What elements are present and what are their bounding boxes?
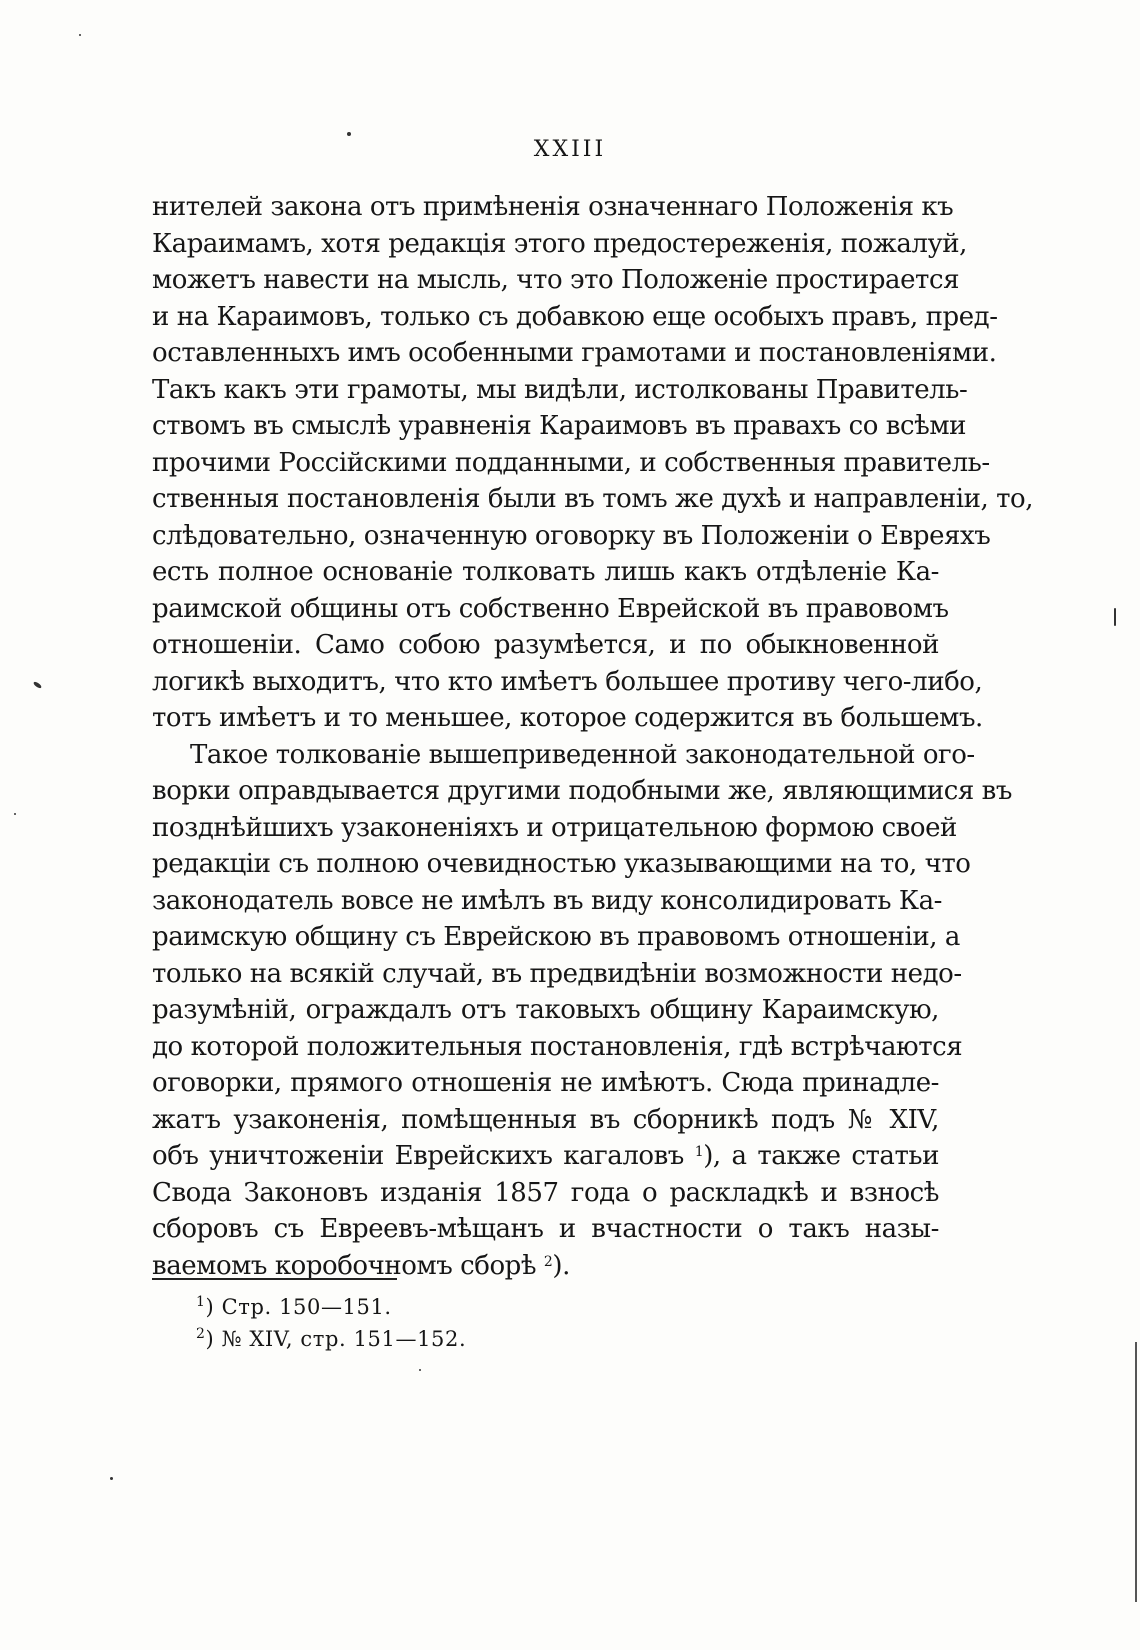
text-segment: ), а также статьи bbox=[703, 1141, 939, 1171]
text-line: нителей закона отъ примѣненія означеннаго Положенія къ bbox=[152, 192, 954, 222]
text-line: есть полное основаніе толковать лишь какъ отдѣленіе Ка- bbox=[152, 557, 939, 587]
footnote bbox=[196, 1323, 796, 1355]
text-line: ствомъ въ смыслѣ уравненія Караимовъ въ правахъ со всѣми bbox=[152, 411, 966, 441]
text-line: сборовъ съ Евреевъ-мѣщанъ и вчастности о такъ назы- bbox=[152, 1214, 939, 1244]
text-segment: ). bbox=[552, 1250, 570, 1281]
text-line: оговорки, прямого отношенія не имѣютъ. Сюда принадле- bbox=[152, 1068, 939, 1098]
text-line: прочими Россійскими подданными, и собственныя правитель- bbox=[152, 447, 990, 478]
text-line: можетъ навести на мысль, что это Положеніе простирается bbox=[152, 265, 960, 295]
text-line bbox=[152, 1138, 939, 1175]
scan-speck bbox=[14, 813, 16, 815]
footnote-marker: 1 bbox=[196, 1294, 206, 1310]
paragraph-first-line: Такое толкованіе вышеприведенной законодательной ого- bbox=[190, 739, 975, 770]
text-line: и на Караимовъ, только съ добавкою еще особыхъ правъ, пред- bbox=[152, 301, 998, 332]
text-line: позднѣйшихъ узаконеніяхъ и отрицательною формою своей bbox=[152, 812, 957, 843]
text-line: тотъ имѣетъ и то меньшее, которое содержится въ большемъ. bbox=[152, 703, 983, 733]
text-line: разумѣній, ограждалъ отъ таковыхъ общину Караимскую, bbox=[152, 995, 939, 1025]
text-line: оставленныхъ имъ особенными грамотами и постановленіями. bbox=[152, 338, 997, 368]
main-text bbox=[152, 189, 1034, 1284]
scan-edge-line bbox=[1135, 1342, 1137, 1602]
text-line: до которой положительныя постановленія, гдѣ встрѣчаются bbox=[152, 1031, 963, 1062]
footnote-ref: 2 bbox=[543, 1253, 553, 1270]
scan-speck bbox=[79, 34, 81, 36]
footnote bbox=[196, 1291, 796, 1323]
text-line: раимской общины отъ собственно Еврейской въ правовомъ bbox=[152, 593, 949, 624]
text-line: Свода Законовъ изданія 1857 года о раскладкѣ и взносѣ bbox=[152, 1177, 939, 1208]
text-line: жатъ узаконенія, помѣщенныя въ сборникѣ подъ № XIV, bbox=[152, 1104, 939, 1135]
footnote-ref: 1 bbox=[694, 1144, 704, 1160]
text-line: Такъ какъ эти грамоты, мы видѣли, истолкованы Правитель- bbox=[152, 374, 968, 405]
text-line: ворки оправдывается другими подобными же, являющимися въ bbox=[152, 776, 1012, 806]
scan-speck bbox=[33, 681, 43, 689]
page-number: XXIII bbox=[533, 137, 607, 162]
text-line: редакціи съ полною очевидностью указывающими на то, что bbox=[152, 849, 971, 879]
scan-speck bbox=[110, 1477, 113, 1480]
footnote-text: ) Стр. 150—151. bbox=[205, 1295, 392, 1319]
text-line: отношеніи. Само собою разумѣется, и по обыкновенной bbox=[152, 630, 939, 660]
text-segment: объ уничтоженіи Еврейскихъ кагаловъ bbox=[152, 1141, 684, 1171]
text-line: слѣдовательно, означенную оговорку въ Положеніи о Евреяхъ bbox=[152, 520, 991, 551]
text-line: только на всякій случай, въ предвидѣніи возможности недо- bbox=[152, 958, 962, 989]
text-line: законодатель вовсе не имѣлъ въ виду консолидировать Ка- bbox=[152, 885, 942, 916]
footnote-divider bbox=[152, 1278, 397, 1280]
text-line: логикѣ выходитъ, что кто имѣетъ большее противу чего-либо, bbox=[152, 666, 983, 697]
text-segment: ваемомъ коробочномъ сборѣ bbox=[152, 1250, 537, 1281]
scan-speck bbox=[347, 132, 351, 136]
footnotes bbox=[196, 1291, 796, 1355]
text-line: Караимамъ, хотя редакція этого предостереженія, пожалуй, bbox=[152, 228, 967, 259]
text-line: раимскую общину съ Еврейскою въ правовомъ отношеніи, а bbox=[152, 922, 960, 952]
text-line: ственныя постановленія были въ томъ же духѣ и направленіи, то, bbox=[152, 484, 1034, 514]
scan-speck bbox=[1114, 608, 1116, 626]
footnote-marker: 2 bbox=[196, 1326, 206, 1342]
scan-speck bbox=[419, 1369, 421, 1371]
footnote-text: ) № XIV, стр. 151—152. bbox=[205, 1327, 467, 1351]
